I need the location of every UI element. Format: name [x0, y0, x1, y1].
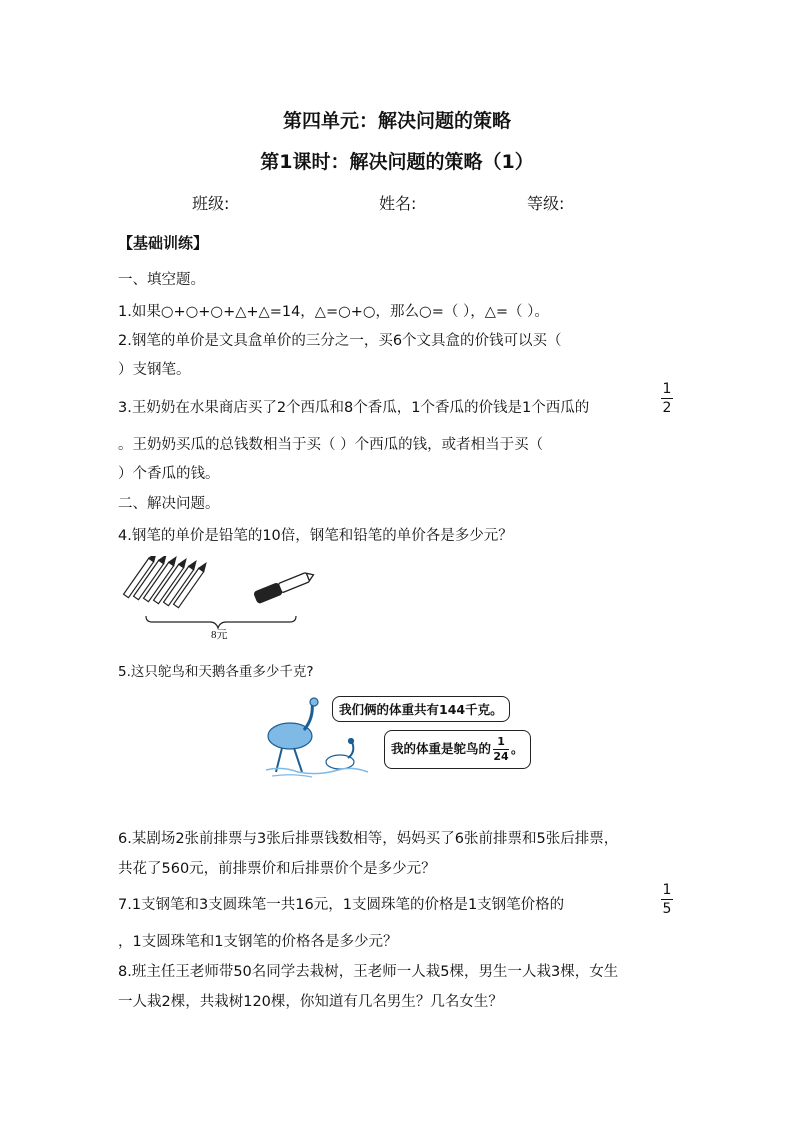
basic-training-heading: 【基础训练】: [118, 234, 209, 252]
question-1: 1.如果○+○+○+△+△=14，△=○+○，那么○=（ ），△=（ ）。: [118, 304, 549, 320]
question-7-line2: ，1支圆珠笔和1支钢笔的价格各是多少元？: [118, 934, 398, 950]
fraction-bar: [661, 398, 673, 399]
unit-title: 第四单元：解决问题的策略: [282, 110, 511, 132]
question-5: 5.这只鸵鸟和天鹅各重多少千克?: [118, 664, 314, 680]
bubble-fraction: [493, 736, 509, 763]
class-label: 班级:: [192, 194, 230, 213]
speech-bubble-swan-weight: [384, 730, 531, 769]
question-3-line1: 3.王奶奶在水果商店买了2个西瓜和8个香瓜，1个香瓜的价钱是1个西瓜的: [118, 400, 590, 416]
question-3-line3: ）个香瓜的钱。: [118, 466, 220, 482]
question-2-line1: 2.钢笔的单价是文具盒单价的三分之一，买6个文具盒的价钱可以买（: [118, 333, 562, 349]
fraction-numerator: 1: [662, 381, 672, 397]
question-6-line1: 6.某剧场2张前排票与3张后排票钱数相等，妈妈买了6张前排票和5张后排票，: [118, 831, 619, 847]
grade-label: 等级:: [527, 194, 565, 213]
part2-heading: 二、解决问题。: [118, 496, 220, 512]
question-2-line2: ）支钢笔。: [118, 362, 191, 378]
bubble-fraction-numerator: 1: [497, 735, 505, 748]
question-8-line1: 8.班主任王老师带50名同学去栽树，王老师一人栽5棵，男生一人栽3棵，女生: [118, 964, 619, 980]
question-7-line1: 7.1支钢笔和3支圆珠笔一共16元，1支圆珠笔的价格是1支钢笔价格的: [118, 897, 565, 913]
part1-heading: 一、填空题。: [118, 272, 205, 288]
question-4: 4.钢笔的单价是铅笔的10倍，钢笔和铅笔的单价各是多少元？: [118, 528, 513, 544]
pen-icon: [254, 569, 316, 603]
bubble-text-prefix: 我的体重是鸵鸟的: [391, 741, 492, 756]
question-7-fraction: [661, 882, 673, 917]
name-label: 姓名:: [379, 194, 417, 213]
fraction-denominator: 5: [662, 901, 672, 917]
question-3-fraction: [661, 381, 673, 416]
speech-bubble-total-weight: 我们俩的体重共有144千克。: [332, 696, 510, 722]
question-8-line2: 一人栽2棵，共栽树120棵，你知道有几名男生？几名女生？: [118, 994, 503, 1010]
question-6-line2: 共花了560元，前排票价和后排票价个是多少元？: [118, 861, 436, 877]
swan-icon: [326, 739, 354, 770]
pencil-bundle-icon: [124, 556, 209, 608]
fraction-denominator: 2: [662, 400, 672, 416]
price-label: 8元: [211, 629, 228, 641]
question-3-line2: 。王奶奶买瓜的总钱数相当于买（ ）个西瓜的钱，或者相当于买（: [118, 437, 544, 453]
ostrich-icon: [268, 698, 318, 772]
fraction-numerator: 1: [662, 882, 672, 898]
lesson-title: 第1课时：解决问题的策略（1）: [260, 151, 534, 173]
bubble-fraction-denominator: 24: [493, 750, 509, 763]
bubble-text-suffix: 。: [511, 741, 524, 756]
fraction-bar: [661, 899, 673, 900]
